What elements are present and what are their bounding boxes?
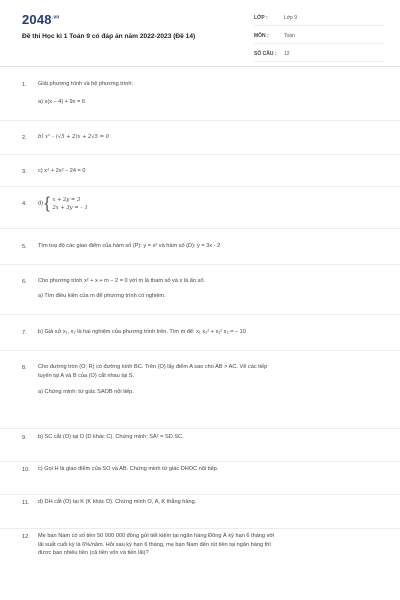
- question-line: lãi suất cuối kỳ là 6%/năm. Hỏi sau kỳ hạn 6 tháng, mẹ bạn Nam đến rút tiền tại ngân hàng thì: [38, 541, 271, 548]
- question-item: [0, 428, 400, 462]
- question-line: Tìm toạ độ các giao điểm của hàm số (P): y = x² và hàm số (D): y = 3x - 2: [38, 243, 221, 249]
- question-text: [38, 80, 378, 106]
- question-item: [0, 314, 400, 351]
- question-item: [0, 528, 400, 600]
- question-line: b) Giả sử x₁, x₂ là hai nghiệm của phương trình trên. Tìm m để: x₁ x₂² + x₁² x₂ = – 10: [38, 329, 246, 335]
- question-text: [38, 133, 378, 142]
- question-line: a) x(x – 4) + 9x = 6: [38, 98, 85, 105]
- question-line: a) Chứng minh: tứ giác SAOB nội tiếp.: [38, 389, 134, 396]
- question-line: Mẹ bạn Nam có số tiền 50 000 000 đồng gửi tiết kiệm tại ngân hàng Đông Á kỳ hạn 6 tháng với: [38, 533, 275, 539]
- question-line: Cho đường tròn (O; R) có đường kính BC. Trên (O) lấy điểm A sao cho AB > AC. Vẽ các tiếp: [38, 364, 268, 370]
- question-number: 4.: [22, 201, 27, 207]
- question-number: 9.: [22, 435, 27, 441]
- meta-row-subject: [254, 31, 384, 44]
- equation-system: [45, 196, 88, 212]
- meta-value: Toán: [284, 33, 295, 39]
- question-item: [0, 350, 400, 429]
- question-number: 5.: [22, 244, 27, 250]
- meta-info: [254, 13, 384, 67]
- meta-row-class: [254, 13, 384, 26]
- question-line: được bao nhiêu tiền (cả tiền vốn và tiền lãi)?: [38, 550, 149, 557]
- logo-text: 2048: [22, 12, 52, 27]
- question-number: 3.: [22, 169, 27, 175]
- question-number: 7.: [22, 330, 27, 336]
- question-line: tuyến tại A và B của (O) cắt nhau tại S.: [38, 372, 135, 379]
- question-number: 11.: [22, 500, 30, 506]
- meta-value: 12: [284, 51, 290, 57]
- question-number: 6.: [22, 279, 27, 285]
- page-header: [0, 0, 400, 67]
- question-text: [38, 328, 378, 337]
- question-text: [38, 167, 378, 176]
- question-text: [38, 196, 378, 212]
- question-item: [0, 186, 400, 229]
- question-text: [38, 465, 378, 474]
- meta-label: LỚP :: [254, 15, 268, 21]
- question-line: Giải phương trình và hệ phương trình:: [38, 81, 134, 87]
- question-text: [38, 498, 378, 507]
- question-number: 12.: [22, 534, 30, 540]
- question-line: b) SC cắt (O) tại D (D khác C). Chứng minh: SA² = SD.SC.: [38, 434, 184, 440]
- document-title: Đề thi Học kì 1 Toán 9 có đáp án năm 2022-2023 (Đề 14): [22, 33, 196, 40]
- question-line: d) DH cắt (O) tại K (K khác D). Chứng minh O, A, K thẳng hàng.: [38, 499, 197, 505]
- meta-value: Lớp 9: [284, 15, 298, 21]
- question-text: [38, 363, 378, 397]
- meta-label: SỐ CÂU :: [254, 51, 277, 57]
- question-item: [0, 494, 400, 529]
- site-logo[interactable]: [22, 12, 60, 27]
- question-line: Cho phương trình x² + x + m – 2 = 0 với m là tham số và x là ẩn số.: [38, 278, 206, 284]
- system-equation: 2x + 3y = – 1: [52, 205, 88, 211]
- question-text: [38, 277, 378, 300]
- question-item: [0, 228, 400, 265]
- question-number: 2.: [22, 135, 27, 141]
- question-item: [0, 66, 400, 121]
- question-item: [0, 154, 400, 187]
- question-line: a) Tìm điều kiện của m để phương trình có nghiệm.: [38, 292, 166, 299]
- question-text: [38, 242, 378, 251]
- meta-row-count: [254, 49, 384, 62]
- question-line: c) Gọi H là giao điểm của SO và AB. Chứng minh tứ giác DHOC nội tiếp.: [38, 466, 219, 472]
- question-line: c) x⁴ + 2x² – 24 = 0: [38, 168, 86, 174]
- logo-suffix: .vn: [51, 14, 60, 21]
- question-text: [38, 433, 378, 442]
- question-item: [0, 120, 400, 155]
- system-equations: [52, 196, 87, 212]
- question-text: [38, 532, 378, 558]
- question-item: [0, 461, 400, 495]
- question-line: b) x² – (√5 + 2)x + 2√5 = 0: [38, 134, 109, 140]
- meta-label: MÔN :: [254, 33, 269, 39]
- system-equation: x + 2y = 3: [52, 197, 81, 203]
- question-number: 8.: [22, 365, 27, 371]
- question-label: d): [38, 200, 43, 207]
- question-number: 1.: [22, 82, 27, 88]
- question-item: [0, 264, 400, 315]
- brace-icon: {: [44, 195, 50, 212]
- question-number: 10.: [22, 467, 30, 473]
